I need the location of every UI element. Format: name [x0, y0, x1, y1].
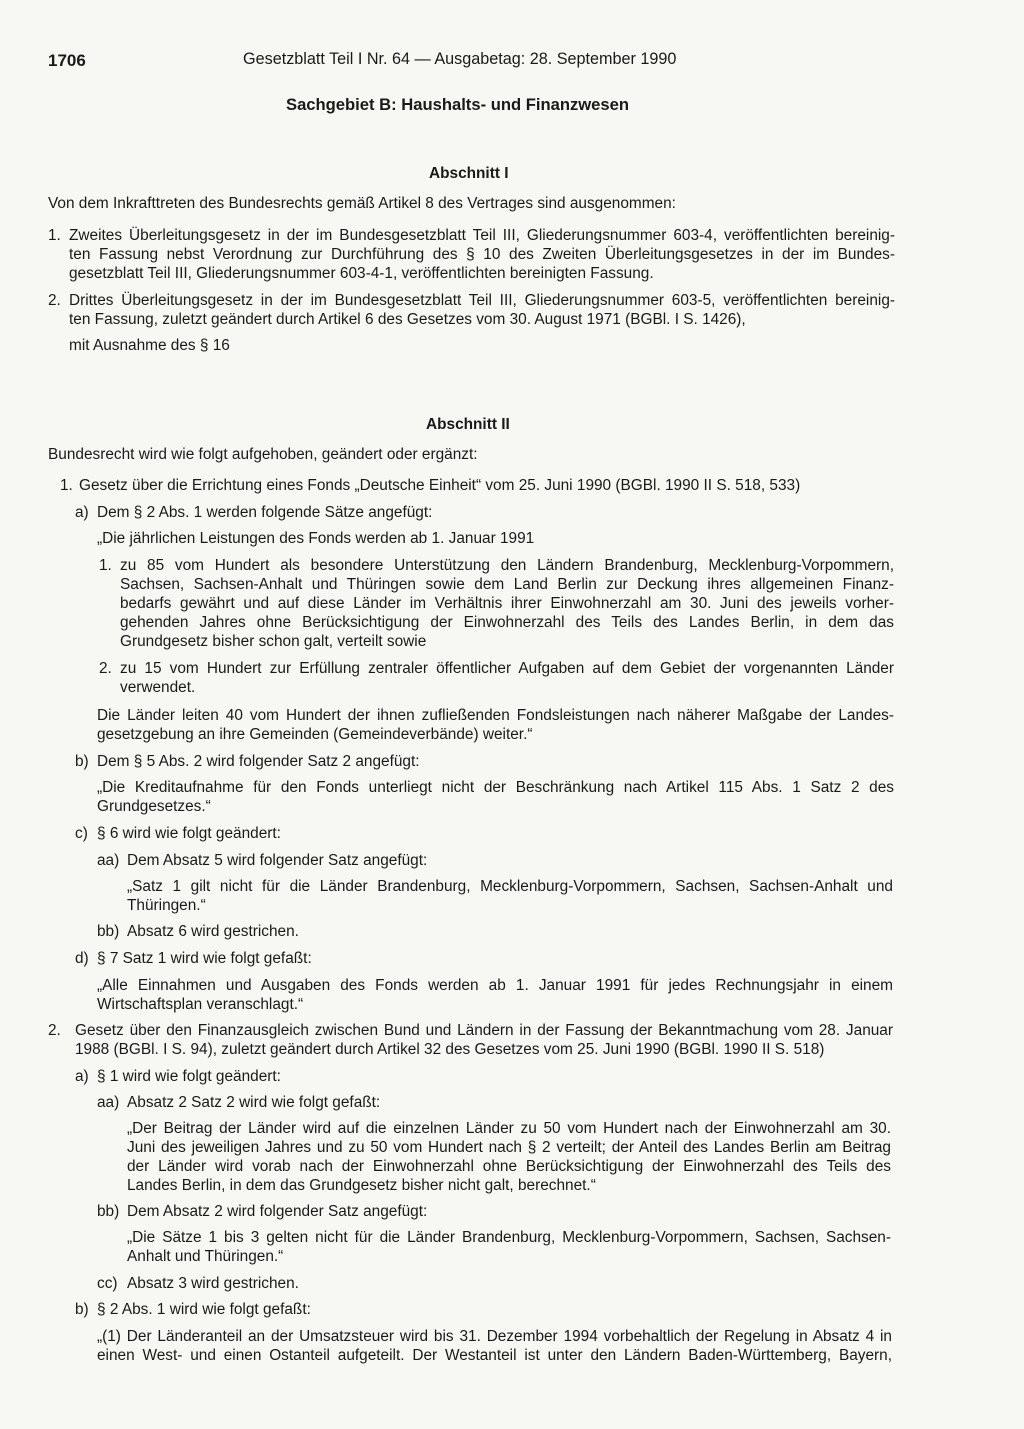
quote-line: Juni des jeweiligen Jahres und zu 50 vom Hundert nach § 2 verteilt; der Anteil des Landes Berlin am Beitrag: [127, 1139, 891, 1156]
quote-line: Wirtschaftsplan veranschlagt.“: [97, 996, 304, 1013]
abschnitt-2-heading: Abschnitt II: [426, 416, 510, 433]
subitem-text: § 2 Abs. 1 wird wie folgt gefaßt:: [97, 1301, 311, 1318]
subitem-label: b): [75, 1301, 89, 1318]
subitem-label: b): [75, 753, 89, 770]
page-number: 1706: [48, 51, 86, 70]
quote-line: Landes Berlin, in dem das Grundgesetz bisher nicht galt, berechnet.“: [127, 1177, 596, 1194]
item-text-line: 1988 (BGBl. I S. 94), zuletzt geändert durch Artikel 32 des Gesetzes vom 25. Juni 1990 (BGBl. 1990 II S. 518): [75, 1041, 825, 1058]
item-title: Gesetz über die Errichtung eines Fonds „Deutsche Einheit“ vom 25. Juni 1990 (BGBl. 1990 II S. 518, 533): [79, 477, 801, 494]
quote-line: der Länder wird vorab nach der Einwohnerzahl ohne Berücksichtigung der Einwohnerzahl des Teils des: [127, 1158, 891, 1175]
abschnitt-1-intro: Von dem Inkrafttreten des Bundesrechts gemäß Artikel 8 des Vertrages sind ausgenommen:: [48, 195, 676, 212]
quote-line: „(1) Der Länderanteil an der Umsatzsteuer wird bis 31. Dezember 1994 vorbehaltlich der Regelung in Absatz 4 in: [97, 1328, 892, 1345]
item-number: 1.: [60, 477, 73, 494]
subitem-text: § 6 wird wie folgt geändert:: [97, 825, 281, 842]
subsubitem-label: aa): [97, 1094, 120, 1111]
quote-line: Sachsen, Sachsen-Anhalt und Thüringen sowie dem Land Berlin zur Deckung ihres allgemeinen Finanz-: [120, 576, 894, 593]
subsubitem-label: cc): [97, 1275, 118, 1292]
quote-line: Anhalt und Thüringen.“: [127, 1248, 284, 1265]
subitem-text: § 1 wird wie folgt geändert:: [97, 1068, 281, 1085]
quote-line: einen West- und einen Ostanteil aufgeteilt. Der Westanteil ist unter den Ländern Baden-Württemberg, Bayern,: [97, 1347, 892, 1364]
subitem-text: Dem § 5 Abs. 2 wird folgender Satz 2 angefügt:: [97, 753, 420, 770]
subsubitem-label: aa): [97, 852, 120, 869]
page-title: Sachgebiet B: Haushalts- und Finanzwesen: [286, 95, 629, 114]
quote-line: verwendet.: [120, 679, 196, 696]
quote-line: bedarfs gewährt und auf diese Länder im Verhältnis ihrer Einwohnerzahl am 30. Juni des jeweils vorher-: [120, 595, 894, 612]
subitem-label: c): [75, 825, 88, 842]
item-number: 2.: [48, 1022, 61, 1039]
quote-line: „Die jährlichen Leistungen des Fonds werden ab 1. Januar 1991: [97, 530, 535, 547]
item-text-line: gesetzblatt Teil III, Gliederungsnummer 603-4-1, veröffentlichten bereinigten Fassung.: [69, 265, 654, 282]
sub-number: 1.: [99, 557, 112, 574]
subitem-text: Dem § 2 Abs. 1 werden folgende Sätze angefügt:: [97, 504, 433, 521]
quote-line: Thüringen.“: [127, 897, 206, 914]
abschnitt-2-intro: Bundesrecht wird wie folgt aufgehoben, geändert oder ergänzt:: [48, 446, 478, 463]
quote-line: „Satz 1 gilt nicht für die Länder Brandenburg, Mecklenburg-Vorpommern, Sachsen, Sachsen-Anhalt und: [127, 878, 893, 895]
item-text-line: Drittes Überleitungsgesetz in der im Bundesgesetzblatt Teil III, Gliederungsnummer 603-5, veröffentlichten bereinig-: [69, 292, 895, 309]
subitem-text: § 7 Satz 1 wird wie folgt gefaßt:: [97, 950, 312, 967]
item-exception: mit Ausnahme des § 16: [69, 337, 230, 354]
subitem-label: a): [75, 1068, 89, 1085]
quote-line: „Alle Einnahmen und Ausgaben des Fonds werden ab 1. Januar 1991 für jedes Rechnungsjahr in einem: [97, 977, 893, 994]
quote-line: Die Länder leiten 40 vom Hundert der ihnen zufließenden Fondsleistungen nach näherer Maßgabe der Landes-: [97, 707, 894, 724]
item-text-line: Gesetz über den Finanzausgleich zwischen Bund und Ländern in der Fassung der Bekanntmachung vom 28. Januar: [75, 1022, 893, 1039]
item-text-line: ten Fassung, zuletzt geändert durch Artikel 6 des Gesetzes vom 30. August 1971 (BGBl. I S. 1426),: [69, 311, 746, 328]
quote-line: Grundgesetzes.“: [97, 798, 211, 815]
subsubitem-text: Absatz 3 wird gestrichen.: [127, 1275, 299, 1292]
subsubitem-label: bb): [97, 1203, 120, 1220]
subsubitem-label: bb): [97, 923, 120, 940]
item-text-line: Zweites Überleitungsgesetz in der im Bundesgesetzblatt Teil III, Gliederungsnummer 603-4, veröffentlichten bereinig-: [69, 227, 895, 244]
running-title: Gesetzblatt Teil I Nr. 64 — Ausgabetag: 28. September 1990: [243, 50, 677, 68]
quote-line: zu 15 vom Hundert zur Erfüllung zentraler öffentlicher Aufgaben auf dem Gebiet der vorgenannten Länder: [120, 660, 894, 677]
item-number: 2.: [48, 292, 61, 309]
subsubitem-text: Absatz 6 wird gestrichen.: [127, 923, 299, 940]
sub-number: 2.: [99, 660, 112, 677]
quote-line: „Die Kreditaufnahme für den Fonds unterliegt nicht der Beschränkung nach Artikel 115 Abs. 1 Satz 2 des: [97, 779, 894, 796]
subsubitem-text: Dem Absatz 5 wird folgender Satz angefügt:: [127, 852, 428, 869]
subsubitem-text: Absatz 2 Satz 2 wird wie folgt gefaßt:: [127, 1094, 381, 1111]
item-text-line: ten Fassung nebst Verordnung zur Durchführung des § 10 des Zweiten Überleitungsgesetzes in der im Bundes-: [69, 246, 895, 263]
quote-line: gesetzgebung an ihre Gemeinden (Gemeindeverbände) weiter.“: [97, 726, 533, 743]
quote-line: „Die Sätze 1 bis 3 gelten nicht für die Länder Brandenburg, Mecklenburg-Vorpommern, Sachsen, Sachsen-: [127, 1229, 891, 1246]
abschnitt-1-heading: Abschnitt I: [429, 165, 509, 182]
subsubitem-text: Dem Absatz 2 wird folgender Satz angefügt:: [127, 1203, 428, 1220]
subitem-label: d): [75, 950, 89, 967]
quote-line: „Der Beitrag der Länder wird auf die einzelnen Länder zu 50 vom Hundert nach der Einwohnerzahl am 30.: [127, 1120, 891, 1137]
quote-line: zu 85 vom Hundert als besondere Unterstützung den Ländern Brandenburg, Mecklenburg-Vorpommern,: [120, 557, 894, 574]
item-number: 1.: [48, 227, 61, 244]
quote-line: gehenden Jahres ohne Berücksichtigung der Einwohnerzahl des Teils des Landes Berlin, in dem das: [120, 614, 894, 631]
quote-line: Grundgesetz bisher schon galt, verteilt sowie: [120, 633, 427, 650]
subitem-label: a): [75, 504, 89, 521]
